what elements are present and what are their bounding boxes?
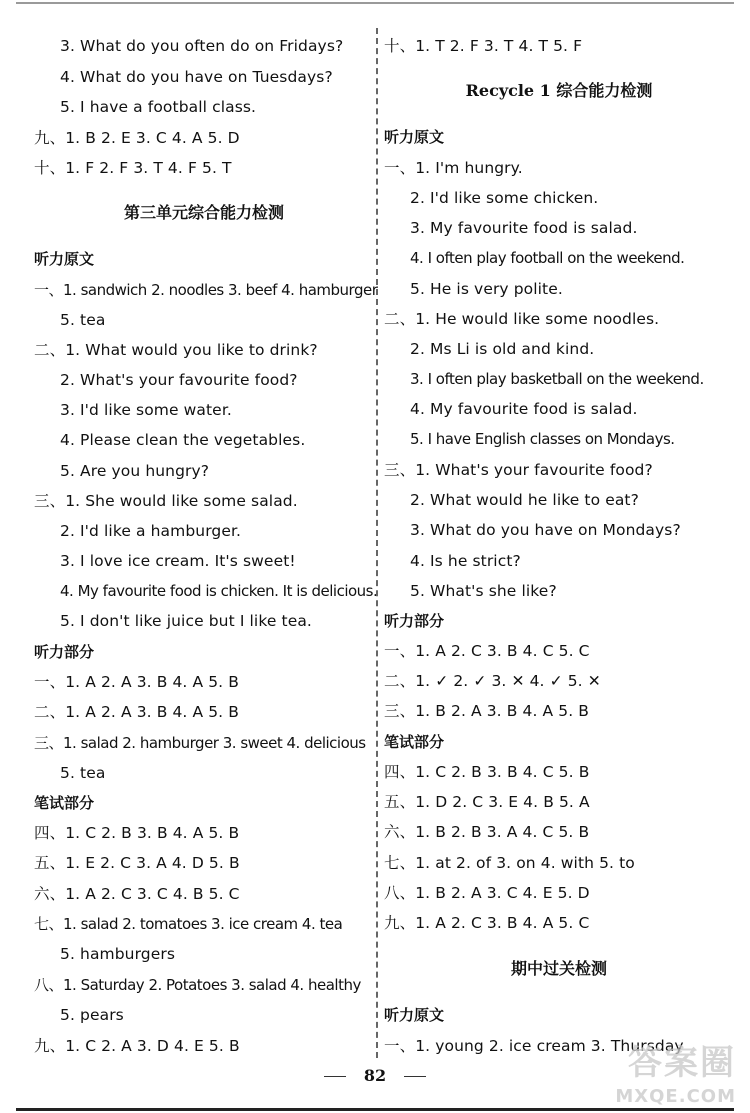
page-number: 82: [363, 1066, 387, 1085]
answer-line: 二、1. ✓ 2. ✓ 3. ✕ 4. ✓ 5. ✕: [384, 672, 601, 690]
answer-line: 5. pears: [60, 1006, 124, 1024]
text-line: 2. What would he like to eat?: [410, 491, 639, 509]
answer-line: 一、1. A 2. A 3. B 4. A 5. B: [34, 673, 239, 691]
section-heading: Recycle 1 综合能力检测: [465, 81, 653, 100]
subsection-label: 听力部分: [384, 612, 445, 630]
text-line: 5. I have English classes on Mondays.: [410, 430, 675, 448]
text-line: 3. I often play basketball on the weekend.: [410, 370, 704, 388]
answer-line: 八、1. Saturday 2. Potatoes 3. salad 4. healthy: [34, 976, 361, 994]
text-line: 4. Is he strict?: [410, 552, 521, 570]
text-line: 2. What's your favourite food?: [60, 371, 298, 389]
text-line: 5. Are you hungry?: [60, 462, 210, 480]
answer-line: 一、1. A 2. C 3. B 4. C 5. C: [384, 642, 590, 660]
subsection-label: 笔试部分: [34, 794, 95, 812]
answer-line: 三、1. B 2. A 3. B 4. A 5. B: [384, 702, 589, 720]
subsection-label: 听力原文: [34, 250, 95, 268]
watermark: [594, 1035, 744, 1107]
text-line: 2. I'd like some chicken.: [410, 189, 599, 207]
answer-line: 八、1. B 2. A 3. C 4. E 5. D: [384, 884, 590, 902]
text-line: 5. I don't like juice but I like tea.: [60, 612, 312, 630]
text-line: 4. My favourite food is salad.: [410, 400, 638, 418]
text-line: 4. What do you have on Tuesdays?: [60, 68, 333, 86]
text-line: 5. He is very polite.: [410, 280, 563, 298]
text-line: 2. I'd like a hamburger.: [60, 522, 242, 540]
answer-line: 十、1. T 2. F 3. T 4. T 5. F: [384, 37, 583, 55]
answer-line: 四、1. C 2. B 3. B 4. C 5. B: [384, 763, 590, 781]
text-line: 4. My favourite food is chicken. It is delicious.: [60, 582, 378, 600]
subsection-label: 听力原文: [384, 1006, 445, 1024]
answer-line: 三、1. salad 2. hamburger 3. sweet 4. delicious: [34, 734, 366, 752]
answer-line: 七、1. at 2. of 3. on 4. with 5. to: [384, 854, 635, 872]
bottom-rule: [16, 1108, 734, 1111]
answer-line: 5. tea: [60, 764, 106, 782]
subsection-label: 听力部分: [34, 643, 95, 661]
answer-line: 二、1. A 2. A 3. B 4. A 5. B: [34, 703, 239, 721]
answer-line: 九、1. A 2. C 3. B 4. A 5. C: [384, 914, 590, 932]
text-line: 三、1. She would like some salad.: [34, 492, 298, 510]
text-line: 3. What do you often do on Fridays?: [60, 37, 344, 55]
watermark-url: MXQE.COM: [615, 1086, 736, 1107]
answer-line: 六、1. B 2. B 3. A 4. C 5. B: [384, 823, 590, 841]
text-line: 一、1. sandwich 2. noodles 3. beef 4. hamburger: [34, 281, 378, 299]
text-line: 二、1. What would you like to drink?: [34, 341, 318, 359]
answer-line: 七、1. salad 2. tomatoes 3. ice cream 4. tea: [34, 915, 343, 933]
answer-line: 九、1. C 2. A 3. D 4. E 5. B: [34, 1037, 240, 1055]
text-line: 3. My favourite food is salad.: [410, 219, 638, 237]
text-line: 3. I love ice cream. It's sweet!: [60, 552, 296, 570]
watermark-logo: 答案圈: [628, 1043, 736, 1083]
answer-line: 十、1. F 2. F 3. T 4. F 5. T: [34, 159, 232, 177]
answer-line: 五、1. E 2. C 3. A 4. D 5. B: [34, 854, 240, 872]
text-line: 三、1. What's your favourite food?: [384, 461, 653, 479]
text-line: 一、1. I'm hungry.: [384, 159, 523, 177]
answer-line: 5. hamburgers: [60, 945, 176, 963]
subsection-label: 笔试部分: [384, 733, 445, 751]
answer-line: 四、1. C 2. B 3. B 4. A 5. B: [34, 824, 240, 842]
section-heading: 期中过关检测: [510, 959, 607, 978]
text-line: 4. I often play football on the weekend.: [410, 249, 685, 267]
column-divider: [376, 28, 378, 1058]
text-line: 3. What do you have on Mondays?: [410, 521, 681, 539]
top-rule: [16, 2, 734, 4]
text-line: 2. Ms Li is old and kind.: [410, 340, 595, 358]
footer-dash-left: [324, 1076, 346, 1077]
section-heading: 第三单元综合能力检测: [123, 203, 284, 222]
footer-dash-right: [404, 1076, 426, 1077]
answer-line: 五、1. D 2. C 3. E 4. B 5. A: [384, 793, 590, 811]
text-line: 5. I have a football class.: [60, 98, 257, 116]
text-line: 5. What's she like?: [410, 582, 557, 600]
text-line: 二、1. He would like some noodles.: [384, 310, 660, 328]
text-line: 4. Please clean the vegetables.: [60, 431, 306, 449]
answer-line: 六、1. A 2. C 3. C 4. B 5. C: [34, 885, 240, 903]
text-line: 3. I'd like some water.: [60, 401, 232, 419]
text-line: 5. tea: [60, 311, 106, 329]
text-line: 一、1. young 2. ice cream 3. Thursday: [384, 1037, 684, 1055]
subsection-label: 听力原文: [384, 128, 445, 146]
answer-line: 九、1. B 2. E 3. C 4. A 5. D: [34, 129, 240, 147]
